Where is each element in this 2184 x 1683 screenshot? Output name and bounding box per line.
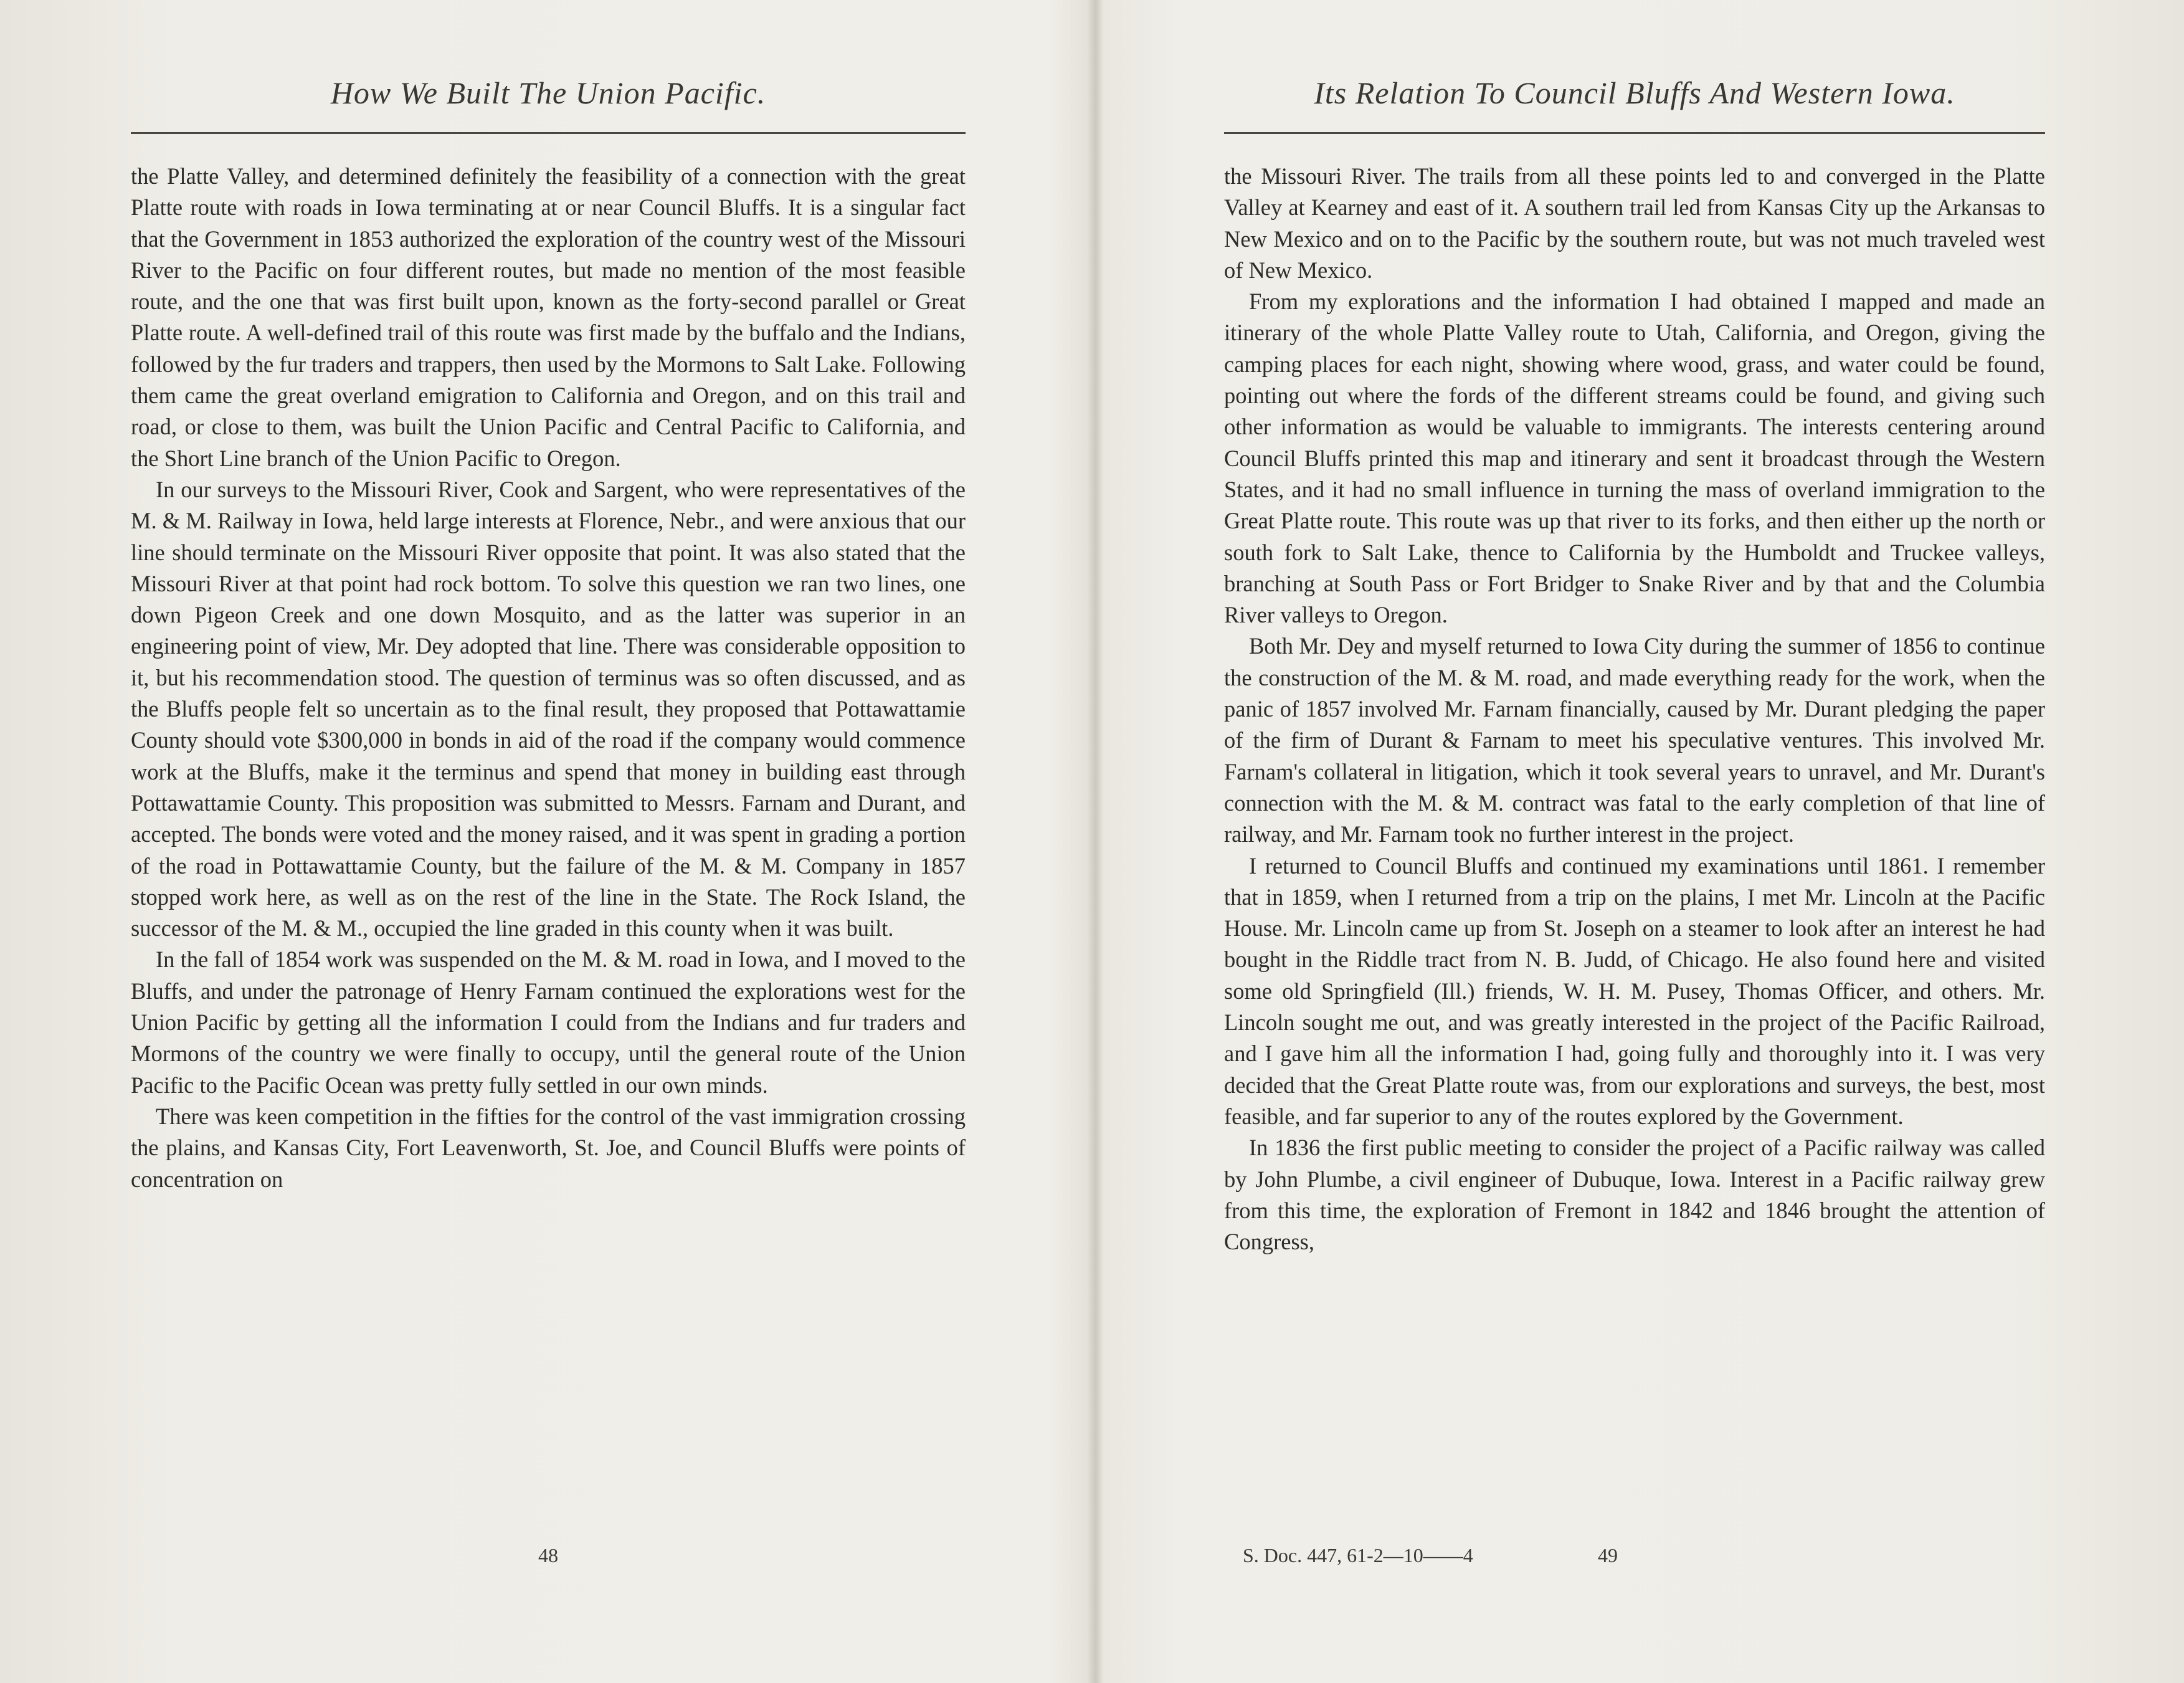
right-page-number: 49 <box>1598 1544 1618 1566</box>
signature-mark: S. Doc. 447, 61-2—10——4 <box>1243 1544 1473 1566</box>
left-header-rule <box>131 132 966 134</box>
right-paragraph-4: I returned to Council Bluffs and continued my examinations until 1861. I remember that in 1859, when I returned from a trip on the plains, I met Mr. Lincoln at the Pacific House. Mr. Lincoln came up from St. Joseph on a steamer to look after an interest he had bought in the Riddle tract from N. B. Judd, of Chicago. He also found here and visited some old Springfield (Ill.) friends, W. H. M. Pusey, Thomas Officer, and others. Mr. Lincoln sought me out, and was greatly interested in the project of the Pacific Railroad, and I gave him all the information I had, going fully and thoroughly into it. I was very decided that the Great Platte route was, from our explorations and surveys, the best, most feasible, and far superior to any of the routes explored by the Government. <box>1224 852 2045 1129</box>
left-paragraph-4: There was keen competition in the fifties for the control of the vast immigration crossing the plains, and Kansas City, Fort Leavenworth, St. Joe, and Council Bluffs were points of concentration on <box>131 1103 966 1192</box>
left-paragraph-2: In our surveys to the Missouri River, Cook and Sargent, who were representatives of the M. & M. Railway in Iowa, held large interests at Florence, Nebr., and were anxious that our line should terminate on the Missouri River opposite that point. It was also stated that the Missouri River at that point had rock bottom. To solve this question we ran two lines, one down Pigeon Creek and one down Mosquito, and as the latter was superior in an engineering point of view, Mr. Dey adopted that line. There was considerable opposition to it, but his recommendation stood. The question of terminus was so often discussed, and as the Bluffs people felt so uncertain as to the final result, they proposed that Pottawattamie County should vote $300,000 in bonds in aid of the road if the company would commence work at the Bluffs, make it the terminus and spend that money in building east through Pottawattamie County. This proposition was submitted to Messrs. Farnam and Durant, and accepted. The bonds were voted and the money raised, and it was spent in grading a portion of the road in Pottawattamie County, but the failure of the M. & M. Company in 1857 stopped work here, as well as on the rest of the line in the State. The Rock Island, the successor of the M. & M., occupied the line graded in this county when it was built. <box>131 476 966 942</box>
right-page <box>1224 0 2045 1683</box>
left-body-text <box>131 161 966 1195</box>
left-page <box>131 0 966 1683</box>
left-running-head: How We Built The Union Pacific. <box>330 75 766 110</box>
left-page-number: 48 <box>538 1544 558 1566</box>
right-paragraph-5: In 1836 the first public meeting to consider the project of a Pacific railway was called by John Plumbe, a civil engineer of Dubuque, Iowa. Interest in a Pacific railway grew from this time, the exploration of Fremont in 1842 and 1846 brought the attention of Congress, <box>1224 1135 2045 1255</box>
book-gutter <box>1087 0 1103 1683</box>
right-paragraph-3: Both Mr. Dey and myself returned to Iowa City during the summer of 1856 to continue the construction of the M. & M. road, and made everything ready for the work, when the panic of 1857 involved Mr. Farnam financially, caused by Mr. Durant pledging the paper of the firm of Durant & Farnam to meet his speculative ventures. This involved Mr. Farnam's collateral in litigation, which it took several years to unravel, and Mr. Durant's connection with the M. & M. contract was fatal to the early completion of that line of railway, and Mr. Farnam took no further interest in the project. <box>1224 633 2045 847</box>
right-body-text <box>1224 161 2045 1257</box>
right-header-rule <box>1224 132 2045 134</box>
right-paragraph-1: the Missouri River. The trails from all these points led to and converged in the Platte Valley at Kearney and east of it. A southern trail led from Kansas City up the Arkansas to New Mexico and on to the Pacific by the southern route, but was not much traveled west of New Mexico. <box>1224 163 2045 283</box>
right-paragraph-2: From my explorations and the information I had obtained I mapped and made an itinerary of the whole Platte Valley route to Utah, California, and Oregon, giving the camping places for each night, showing where wood, grass, and water could be found, pointing out where the fords of the different streams could be found, and giving such other information as would be valuable to immigrants. The interests centering around Council Bluffs printed this map and itinerary and sent it broadcast through the Western States, and it had no small influence in turning the mass of overland immigration to the Great Platte route. This route was up that river to its forks, and then either up the north or south fork to Salt Lake, thence to California by the Humboldt and Truckee valleys, branching at South Pass or Fort Bridger to Snake River and by that and the Columbia River valleys to Oregon. <box>1224 288 2045 628</box>
right-running-head: Its Relation To Council Bluffs And Western Iowa. <box>1314 75 1955 110</box>
left-paragraph-3: In the fall of 1854 work was suspended on the M. & M. road in Iowa, and I moved to the Bluffs, and under the patronage of Henry Farnam continued the explorations west for the Union Pacific by getting all the information I could from the Indians and fur traders and Mormons of the country we were finally to occupy, until the general route of the Union Pacific to the Pacific Ocean was pretty fully settled in our own minds. <box>131 946 966 1098</box>
left-paragraph-1: the Platte Valley, and determined definitely the feasibility of a connection with the great Platte route with roads in Iowa terminating at or near Council Bluffs. It is a singular fact that the Government in 1853 authorized the exploration of the country west of the Missouri River to the Pacific on four different routes, but made no mention of the most feasible route, and the one that was first built upon, known as the forty-second parallel or Great Platte route. A well-defined trail of this route was first made by the buffalo and the Indians, followed by the fur traders and trappers, then used by the Mormons to Salt Lake. Following them came the great overland emigration to California and Oregon, and on this trail and road, or close to them, was built the Union Pacific and Central Pacific to California, and the Short Line branch of the Union Pacific to Oregon. <box>131 163 966 471</box>
